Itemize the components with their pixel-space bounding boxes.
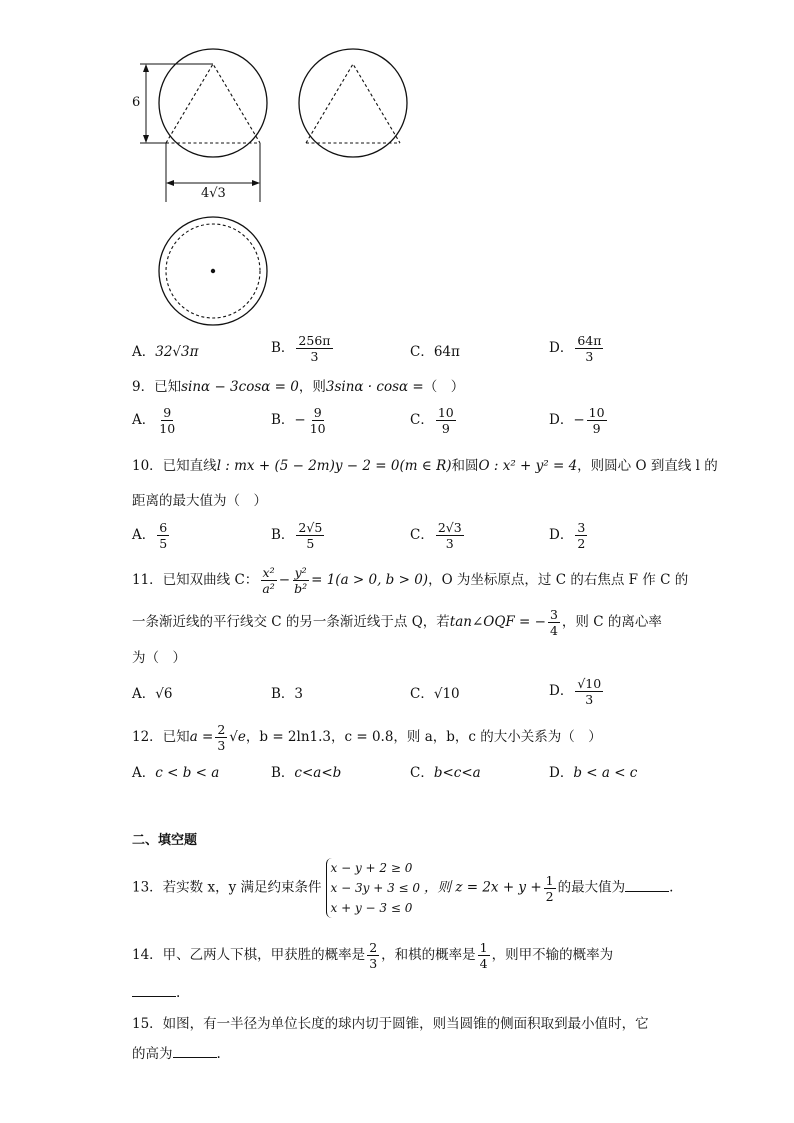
q8-option-b[interactable]: B． $\frac{256\pi}{3}$ <box>271 333 331 364</box>
q10-stem-line2: 距离的最大值为（ ） <box>132 493 267 509</box>
q15-stem-line1: 15．如图，有一半径为单位长度的球内切于圆锥，则当圆锥的侧面积取到最小值时，它 <box>132 1016 649 1032</box>
q11-option-c[interactable]: C．√10 <box>410 686 460 702</box>
q12-stem: 12．已知a = $\frac{2}{3}$ √e，b = 2ln1.3，c = 0.8，则 a，b，c 的大小关系为（ ） <box>132 722 602 753</box>
q9-option-c[interactable]: C． $\frac{10}{9}$ <box>410 405 454 436</box>
front-view <box>140 49 267 202</box>
q10-option-d[interactable]: D． $\frac{3}{2}$ <box>549 520 586 551</box>
q11-stem-line1: 11．已知双曲线 C： $\frac{\text{x²}}{\text{a²}}$ − $\frac{\text{y²}}{\text{b²}}$ = 1(a > 0, b > 0)，O 为坐标原点，过 C 的右焦点 F 作 C 的 <box>132 565 689 596</box>
q11-stem-line2: 一条渐近线的平行线交 C 的另一条渐近线于点 Q，若tan∠OQF = − $\frac{3}{4}$ ，则 C 的离心率 <box>132 607 662 638</box>
q15-stem-line2: 的高为 . <box>132 1043 221 1065</box>
q8-option-a[interactable]: A．32√3π <box>132 344 199 360</box>
q11-stem-line3: 为（ ） <box>132 650 186 666</box>
three-view-figure <box>0 0 794 340</box>
q11-option-a[interactable]: A．√6 <box>132 686 173 702</box>
q9-option-d[interactable]: D．− $\frac{10}{9}$ <box>549 405 605 436</box>
q12-option-c[interactable]: C．b<c<a <box>410 765 481 781</box>
q9-option-a[interactable]: A． $\frac{9}{10}$ <box>132 405 176 436</box>
width-label: 4√3 <box>201 186 226 201</box>
q13-stem: 13．若实数 x，y 满足约束条件 x − y + 2 ≥ 0 x − 3y + 3 ≤ 0 x + y − 3 ≤ 0 ，则 z = 2x + y + $\frac{1}{2}$ 的最大值为 . <box>132 858 673 918</box>
q9-option-b[interactable]: B．− $\frac{9}{10}$ <box>271 405 326 436</box>
constraint-system: x − y + 2 ≥ 0 x − 3y + 3 ≤ 0 x + y − 3 ≤ 0 <box>326 858 421 918</box>
q8-option-d[interactable]: D． $\frac{64\pi}{3}$ <box>549 333 602 364</box>
q12-option-a[interactable]: A．c < b < a <box>132 765 220 781</box>
q13-answer-blank[interactable] <box>625 877 669 892</box>
q12-option-b[interactable]: B．c<a<b <box>271 765 342 781</box>
section-title: 二、填空题 <box>132 833 198 848</box>
q10-option-a[interactable]: A． $\frac{6}{5}$ <box>132 520 168 551</box>
q14-answer-line: . <box>132 982 180 1004</box>
q15-answer-blank[interactable] <box>173 1043 217 1058</box>
q14-answer-blank[interactable] <box>132 982 176 997</box>
side-view <box>299 49 407 157</box>
q11-option-d[interactable]: D． $\frac{√10}{3}$ <box>549 676 602 707</box>
q14-stem: 14．甲、乙两人下棋，甲获胜的概率是 $\frac{2}{3}$ ，和棋的概率是 $\frac{1}{4}$ ，则甲不输的概率为 <box>132 940 614 971</box>
q9-stem: 9．已知sinα − 3cosα = 0，则3sinα · cosα =（ ） <box>132 379 465 395</box>
q10-stem-line1: 10．已知直线l : mx + (5 − 2m)y − 2 = 0(m ∈ R)和圆O : x² + y² = 4，则圆心 O 到直线 l 的 <box>132 458 718 474</box>
q8-option-c[interactable]: C．64π <box>410 344 460 360</box>
q12-option-d[interactable]: D．b < a < c <box>549 765 638 781</box>
top-view <box>159 217 267 325</box>
q11-option-b[interactable]: B．3 <box>271 686 304 702</box>
height-label: 6 <box>132 95 141 110</box>
q10-option-c[interactable]: C． $\frac{2√3}{3}$ <box>410 520 462 551</box>
q10-option-b[interactable]: B． $\frac{2√5}{5}$ <box>271 520 323 551</box>
